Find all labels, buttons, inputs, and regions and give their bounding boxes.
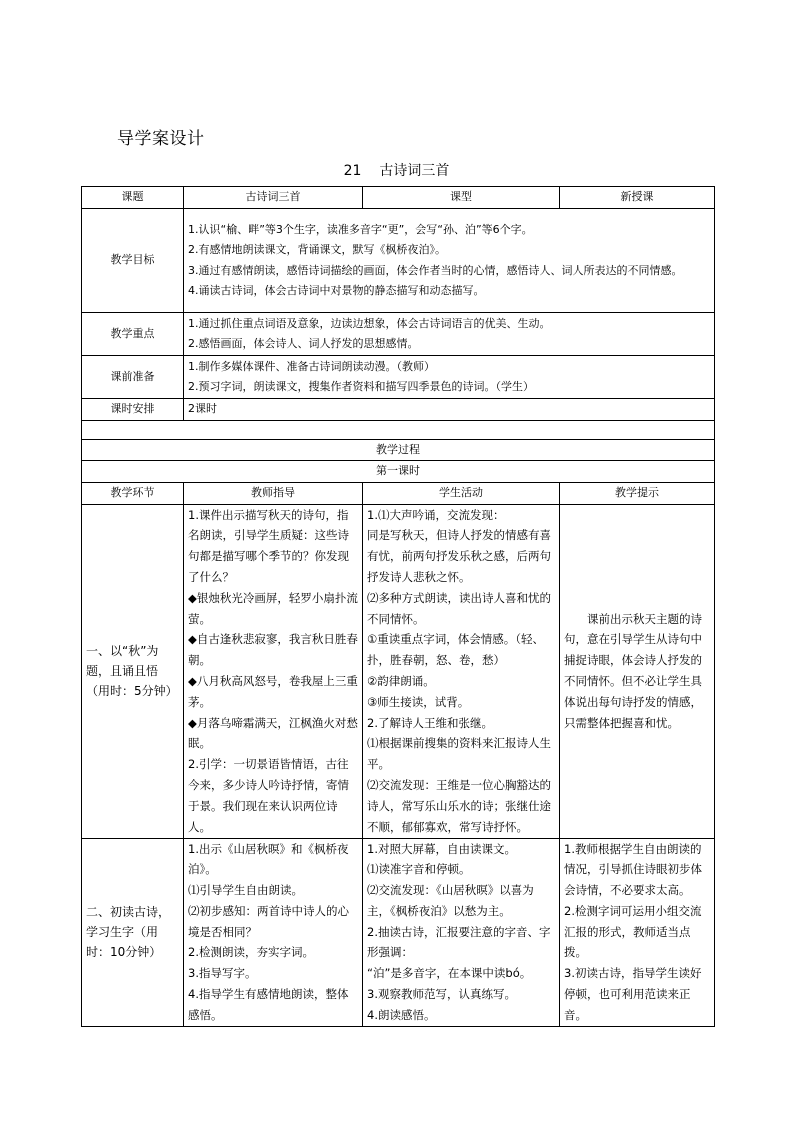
table-row bbox=[82, 439, 715, 461]
goals-content bbox=[184, 209, 715, 313]
teaching-tips bbox=[560, 504, 715, 838]
column-header: 教学环节 bbox=[82, 482, 184, 504]
table-row bbox=[82, 187, 715, 209]
type-value: 新授课 bbox=[560, 187, 715, 209]
student-item: 4.朗读感悟。 bbox=[367, 1007, 436, 1022]
table-row bbox=[82, 313, 715, 356]
teacher-item: 1.课件出示描写秋天的诗句，指名朗读，引导学生质疑：这些诗句都是描写哪个季节的？你发现了什么？ bbox=[188, 507, 349, 585]
table-row bbox=[82, 504, 715, 838]
student-item: 同是写秋天，但诗人抒发的情感有喜有忧，前两句抒发乐秋之感，后两句抒发诗人悲秋之怀。 bbox=[367, 528, 551, 585]
student-item: ⑵多种方式朗读，读出诗人喜和忧的不同情怀。 bbox=[367, 590, 551, 626]
document-title: 导学案设计 bbox=[117, 129, 205, 149]
preparation-label: 课前准备 bbox=[82, 356, 184, 399]
table-row bbox=[82, 420, 715, 439]
student-activity bbox=[363, 504, 560, 838]
teacher-guidance bbox=[184, 504, 363, 838]
teacher-item: ◆月落乌啼霜满天，江枫渔火对愁眠。 bbox=[188, 715, 358, 751]
goals-label: 教学目标 bbox=[82, 209, 184, 313]
process-title: 教学过程 bbox=[82, 439, 715, 461]
topic-value: 古诗词三首 bbox=[184, 187, 363, 209]
schedule-label: 课时安排 bbox=[82, 399, 184, 421]
tip-item: 3.初读古诗，指导学生读好停顿，也可利用范读来正音。 bbox=[564, 966, 702, 1022]
student-item: ②韵律朗诵。 bbox=[367, 674, 435, 688]
key-points-content bbox=[184, 313, 715, 356]
teacher-item: 1.出示《山居秋暝》和《枫桥夜泊》。 bbox=[188, 841, 349, 877]
column-header: 学生活动 bbox=[363, 482, 560, 504]
lesson-name: 古诗词三首 bbox=[379, 163, 450, 179]
preparation-item: 1.制作多媒体课件、准备古诗词朗读动漫。（教师） bbox=[188, 359, 435, 373]
table-row bbox=[82, 399, 715, 421]
key-point-item: 1.通过抓住重点词语及意象，边读边想象，体会古诗词语言的优美、生动。 bbox=[188, 316, 551, 330]
goal-item: 4.诵读古诗词，体会古诗词中对景物的静态描写和动态描写。 bbox=[188, 284, 485, 297]
student-item: ⑵交流发现：《山居秋暝》以喜为主，《枫桥夜泊》以愁为主。 bbox=[367, 883, 534, 918]
period-title: 第一课时 bbox=[82, 461, 715, 483]
teacher-item: 2.引学：一切景语皆情语，古往今来，多少诗人吟诗抒情，寄情于景。我们现在来认识两位诗人。 bbox=[188, 757, 349, 834]
teacher-item: ◆银烛秋光冷画屏，轻罗小扇扑流萤。 bbox=[188, 590, 358, 626]
student-item: 1.对照大屏幕，自由读课文。 bbox=[367, 841, 516, 856]
lesson-title bbox=[0, 160, 793, 180]
key-points-label: 教学重点 bbox=[82, 313, 184, 356]
table-row bbox=[82, 838, 715, 1026]
student-item: 2.抽读古诗，汇报要注意的字音、字形强调： bbox=[367, 924, 551, 960]
student-item: ③师生接读，试背。 bbox=[367, 694, 470, 709]
blank-row bbox=[82, 420, 715, 439]
column-header: 教学提示 bbox=[560, 482, 715, 504]
teacher-item: ◆八月秋高风怒号，卷我屋上三重茅。 bbox=[188, 674, 358, 709]
table-row bbox=[82, 482, 715, 504]
tip-item: 课前出示秋天主题的诗句，意在引导学生从诗句中捕捉诗眼，体会诗人抒发的不同情怀。但不必让学生具体说出每句诗抒发的情感，只需整体把握喜和忧。 bbox=[564, 611, 702, 730]
student-item: “泊”是多音字，在本课中读bó。 bbox=[367, 966, 532, 981]
student-item: ⑴根据课前搜集的资料来汇报诗人生平。 bbox=[367, 736, 551, 772]
student-item: 3.观察教师范写，认真练写。 bbox=[367, 987, 516, 1002]
teacher-item: 4.指导学生有感情地朗读，整体感悟。 bbox=[188, 987, 349, 1022]
goal-item: 2.有感情地朗读课文，背诵课文，默写《枫桥夜泊》。 bbox=[188, 243, 446, 256]
teacher-item: ⑵初步感知：两首诗中诗人的心境是否相同？ bbox=[188, 903, 349, 939]
student-item: 2.了解诗人王维和张继。 bbox=[367, 715, 493, 730]
tip-item: 1.教师根据学生自由朗读的情况，引导抓住诗眼初步体会诗情，不必要求太高。 bbox=[564, 841, 702, 898]
preparation-item: 2.预习字词，朗读课文，搜集作者资料和描写四季景色的诗词。（学生） bbox=[188, 380, 534, 393]
lesson-number: 21 bbox=[343, 163, 362, 179]
table-row bbox=[82, 356, 715, 399]
table-row bbox=[82, 209, 715, 313]
student-activity bbox=[363, 838, 560, 1026]
student-item: ⑵交流发现：王维是一位心胸豁达的诗人，常写乐山乐水的诗；张继仕途不顺，郁郁寡欢，常写诗抒怀。 bbox=[367, 777, 551, 834]
topic-label: 课题 bbox=[82, 187, 184, 209]
stage-name: 一、以“秋”为题，且诵且悟（用时：5分钟） bbox=[82, 504, 184, 838]
student-item: 1.⑴大声吟诵，交流发现： bbox=[367, 507, 505, 522]
preparation-content bbox=[184, 356, 715, 399]
tip-item: 2.检测字词可运用小组交流汇报的形式，教师适当点拨。 bbox=[564, 903, 702, 960]
goal-item: 1.认识“榆、畔”等3个生字，读准多音字“更”，会写“孙、泊”等6个字。 bbox=[188, 222, 533, 236]
column-header: 教师指导 bbox=[184, 482, 363, 504]
type-label: 课型 bbox=[363, 187, 560, 209]
table-row bbox=[82, 461, 715, 483]
stage-name: 二、初读古诗，学习生字（用时：10分钟） bbox=[82, 838, 184, 1026]
teacher-item: 3.指导写字。 bbox=[188, 966, 257, 981]
schedule-value: 2课时 bbox=[184, 399, 715, 421]
teacher-item: ◆自古逢秋悲寂寥，我言秋日胜春朝。 bbox=[188, 632, 358, 668]
key-point-item: 2.感悟画面，体会诗人、词人抒发的思想感情。 bbox=[188, 337, 419, 350]
teacher-guidance bbox=[184, 838, 363, 1026]
lesson-plan-table bbox=[81, 186, 715, 1027]
goal-item: 3.通过有感情朗读，感悟诗词描绘的画面，体会作者当时的心情，感悟诗人、词人所表达的不同情感。 bbox=[188, 263, 683, 277]
student-item: ①重读重点字词，体会情感。（轻、扑，胜春朝，怒、卷，愁） bbox=[367, 632, 545, 668]
teacher-item: 2.检测朗读，夯实字词。 bbox=[188, 945, 314, 960]
teacher-item: ⑴引导学生自由朗读。 bbox=[188, 883, 303, 898]
teaching-tips bbox=[560, 838, 715, 1026]
student-item: ⑴读准字音和停顿。 bbox=[367, 862, 471, 877]
